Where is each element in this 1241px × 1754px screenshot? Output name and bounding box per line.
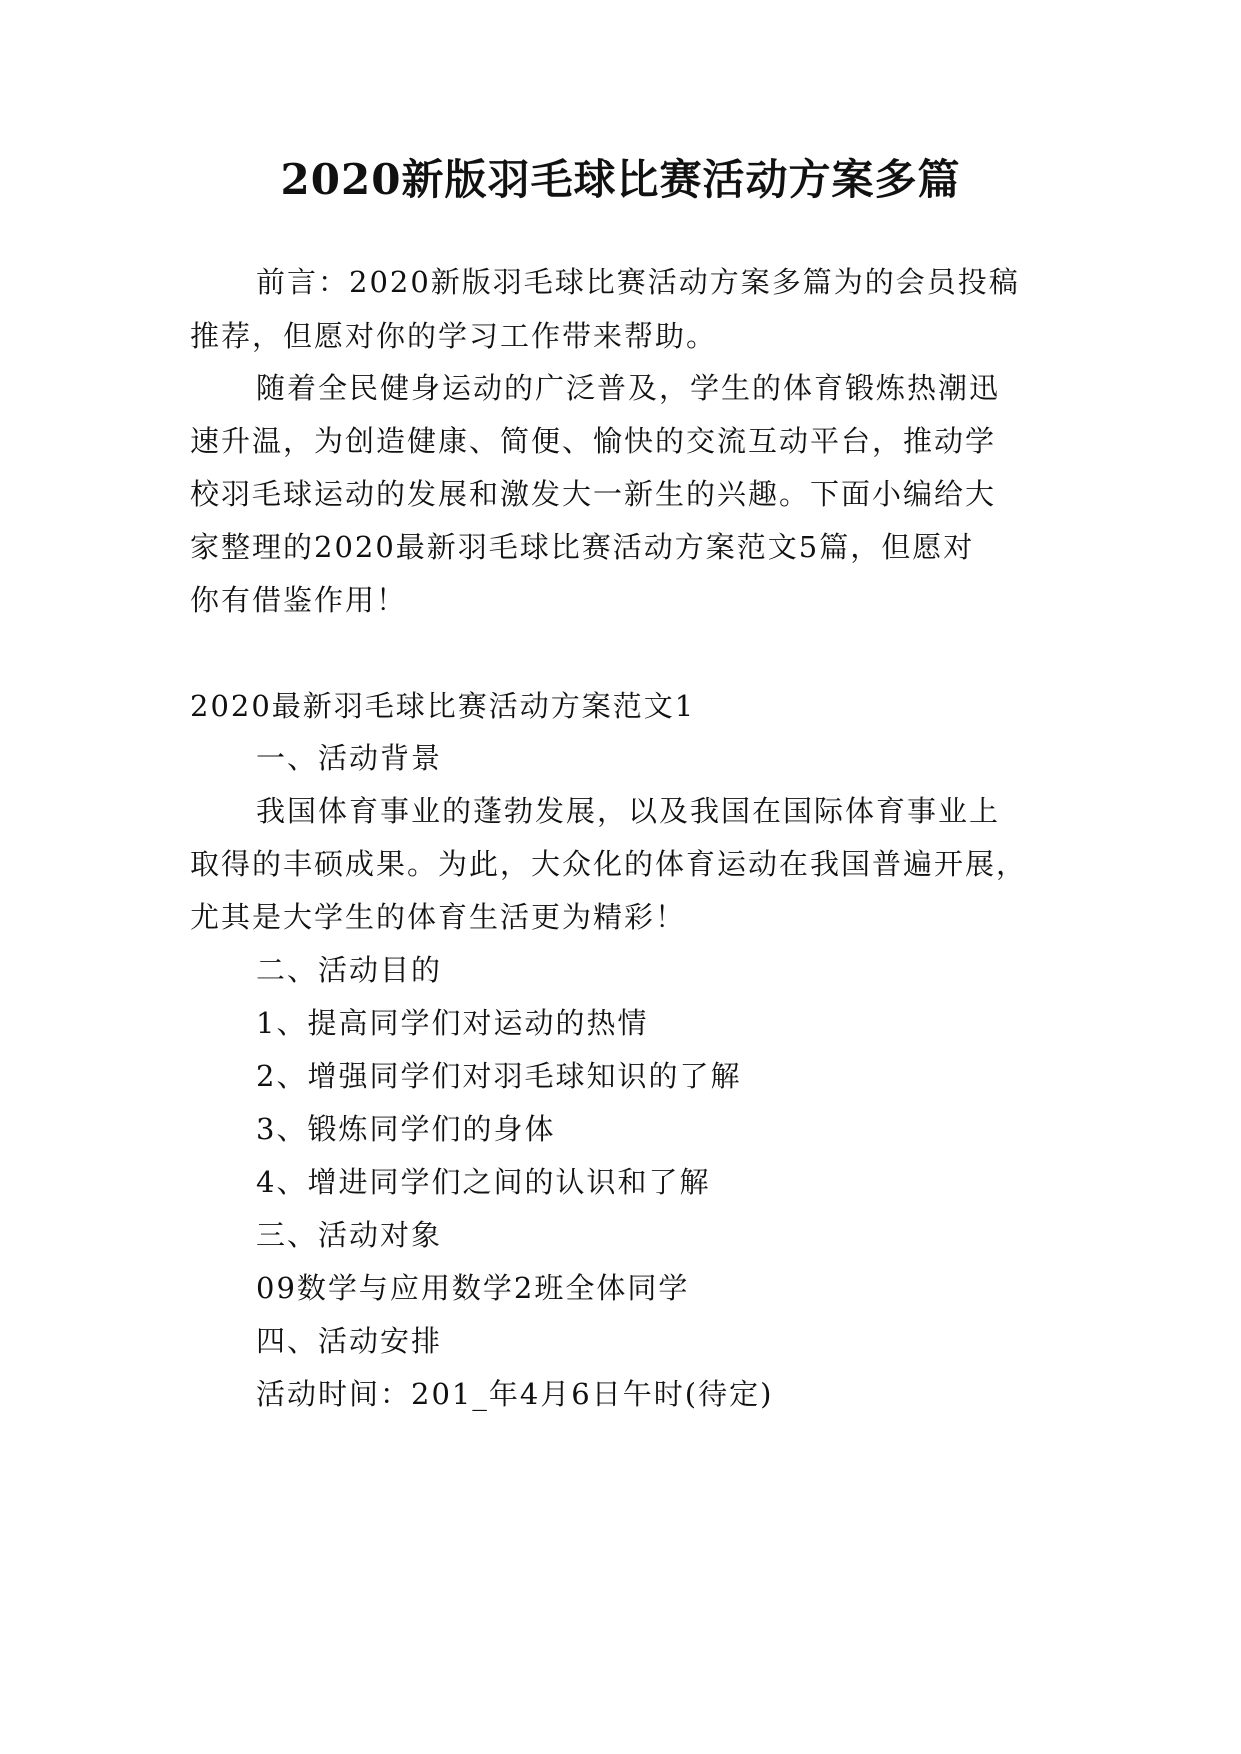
purpose-item-3: 3、锻炼同学们的身体: [256, 1112, 556, 1146]
background-line-1: 我国体育事业的蓬勃发展，以及我国在国际体育事业上: [256, 794, 1001, 828]
purpose-item-1: 1、提高同学们对运动的热情: [256, 1006, 649, 1040]
intro-line-2: 速升温，为创造健康、简便、愉快的交流互动平台，推动学: [190, 424, 997, 458]
background-line-3: 尤其是大学生的体育生活更为精彩！: [190, 900, 687, 934]
foreword-line-2: 推荐，但愿对你的学习工作带来帮助。: [190, 319, 718, 353]
audience-text: 09数学与应用数学2班全体同学: [256, 1271, 690, 1305]
document-title: 2020新版羽毛球比赛活动方案多篇: [280, 155, 961, 204]
heading-audience: 三、活动对象: [256, 1218, 443, 1252]
background-line-2: 取得的丰硕成果。为此，大众化的体育运动在我国普遍开展，: [190, 847, 1028, 881]
intro-line-4: 家整理的2020最新羽毛球比赛活动方案范文5篇，但愿对: [190, 530, 975, 564]
foreword-line-1: 前言：2020新版羽毛球比赛活动方案多篇为的会员投稿: [256, 265, 1020, 299]
intro-line-1: 随着全民健身运动的广泛普及，学生的体育锻炼热潮迅: [256, 371, 1001, 405]
arrangement-time: 活动时间：201_年4月6日午时(待定): [256, 1377, 774, 1411]
purpose-item-4: 4、增进同学们之间的认识和了解: [256, 1165, 711, 1199]
section-heading: 2020最新羽毛球比赛活动方案范文1: [190, 689, 696, 723]
heading-purpose: 二、活动目的: [256, 953, 443, 987]
intro-line-5: 你有借鉴作用！: [190, 583, 408, 617]
heading-arrangement: 四、活动安排: [256, 1324, 443, 1358]
purpose-item-2: 2、增强同学们对羽毛球知识的了解: [256, 1059, 742, 1093]
intro-line-3: 校羽毛球运动的发展和激发大一新生的兴趣。下面小编给大: [190, 477, 997, 511]
heading-background: 一、活动背景: [256, 741, 443, 775]
